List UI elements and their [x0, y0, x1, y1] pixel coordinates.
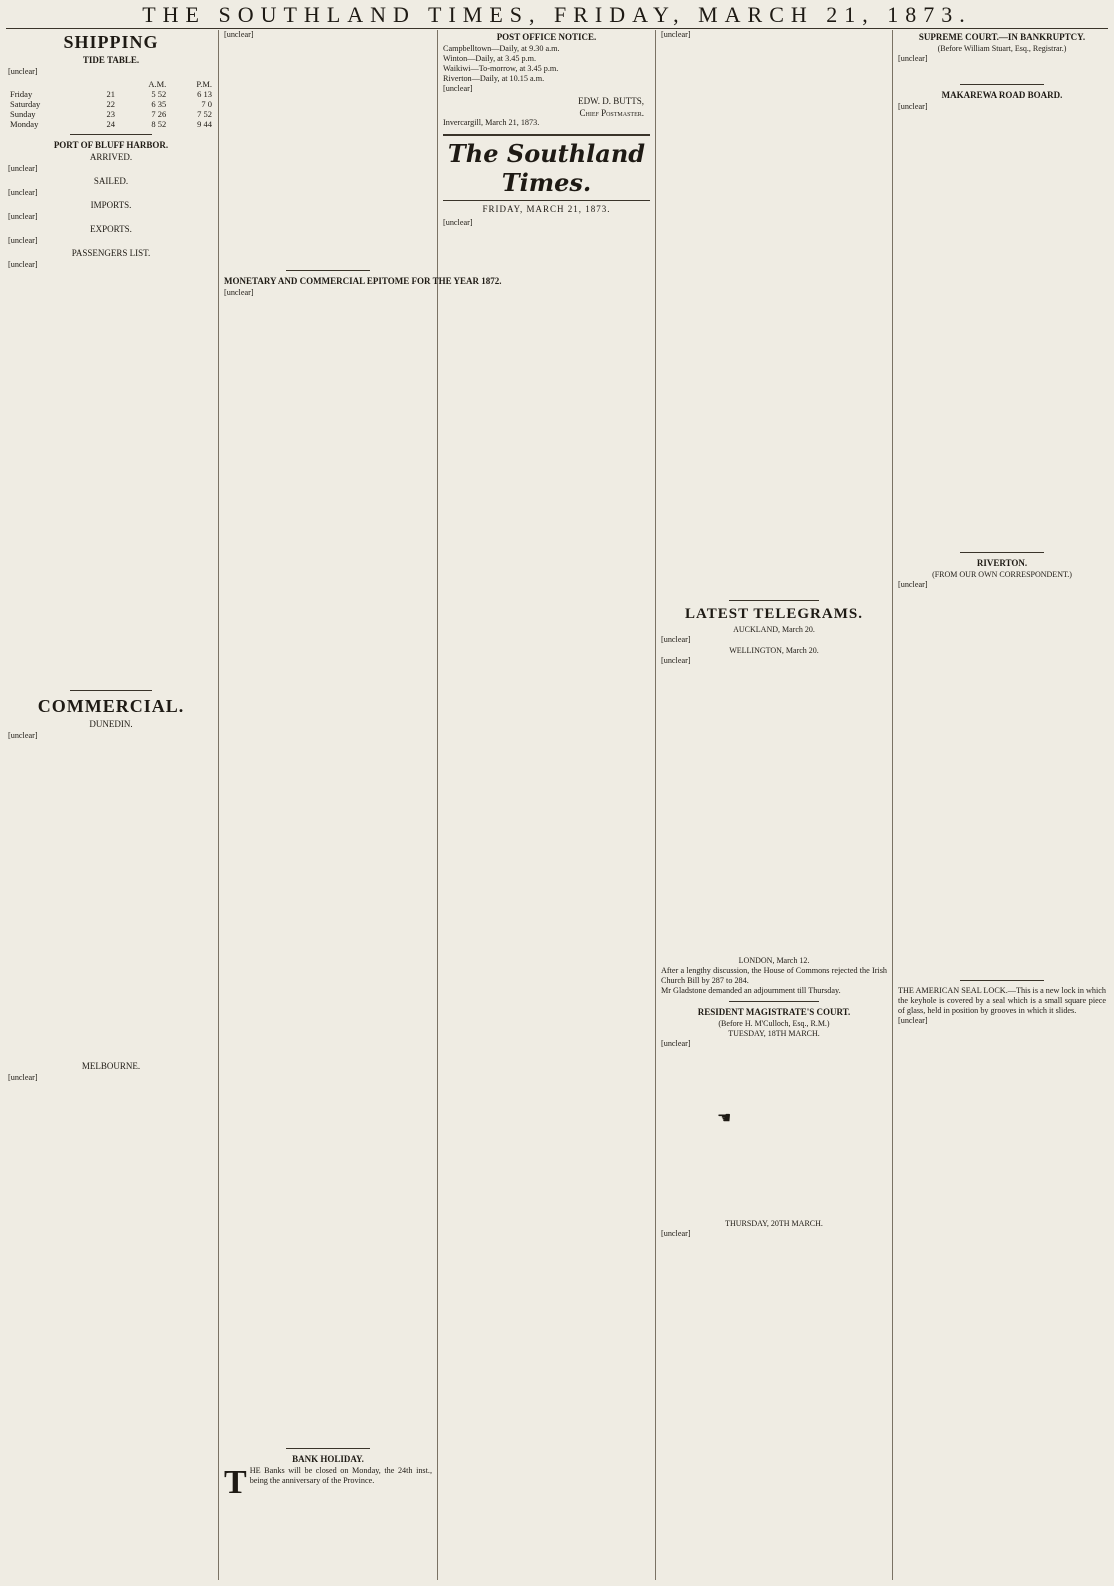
court-thursday-text: [unclear] [661, 1229, 691, 1238]
tide-day: Friday [10, 89, 33, 99]
tide-row [8, 99, 214, 109]
tide-am: 8 52 [151, 119, 167, 129]
imports-text: [unclear] [8, 212, 38, 221]
pointing-hand-icon: ☚ [717, 1110, 732, 1127]
column-rule [655, 30, 656, 1580]
tide-am: 7 26 [151, 109, 167, 119]
exports-text: [unclear] [8, 236, 38, 245]
tide-date: 24 [106, 119, 116, 129]
tide-pm: 9 44 [197, 119, 212, 129]
tide-pm: 7 0 [201, 99, 212, 109]
riverton-sub: (FROM OUR OWN CORRESPONDENT.) [932, 570, 1072, 579]
tide-pm: 7 52 [197, 109, 212, 119]
postmaster-title: Chief Postmaster. [579, 108, 644, 118]
supreme-court-text: [unclear] [898, 54, 928, 63]
section-divider [729, 600, 819, 601]
column-courts-boards [898, 30, 1106, 1580]
dateline-wellington: WELLINGTON, March 20. [729, 646, 819, 655]
port-heading: PORT OF BLUFF HARBOR. [53, 140, 169, 150]
column-local-telegrams [661, 30, 887, 1580]
tide-day: Saturday [10, 99, 41, 109]
tide-pm: 6 13 [197, 89, 212, 99]
masthead-rule [6, 28, 1108, 29]
tide-header-am: A.M. [148, 79, 167, 89]
latest-telegrams-heading: LATEST TELEGRAMS. [685, 606, 863, 622]
telegram-wellington: [unclear] [661, 656, 691, 665]
tide-table-heading: TIDE TABLE. [82, 55, 140, 65]
tide-date: 23 [106, 109, 116, 119]
section-divider [729, 1001, 819, 1002]
sailed-heading: SAILED. [93, 176, 129, 186]
tide-day: Monday [10, 119, 39, 129]
dateline-auckland: AUCKLAND, March 20. [733, 625, 815, 634]
riverton-heading: RIVERTON. [976, 558, 1028, 568]
court-date-thursday: THURSDAY, 20TH MARCH. [725, 1219, 823, 1228]
column-editorial [443, 30, 650, 1580]
court-tuesday-text: [unclear] [661, 1039, 691, 1048]
shipping-heading: SHIPPING [63, 32, 159, 52]
melbourne-text: [unclear] [8, 1073, 38, 1082]
masthead: THE SOUTHLAND TIMES, FRIDAY, MARCH 21, 1873. [142, 2, 972, 27]
makarewa-heading: MAKAREWA ROAD BOARD. [941, 90, 1063, 100]
post-line: Waikiwi—To-morrow, at 3.45 p.m. [443, 64, 559, 73]
seal-lock-text: [unclear] [898, 1016, 928, 1025]
riverton-text: [unclear] [898, 580, 928, 589]
post-line: Campbelltown—Daily, at 9.30 a.m. [443, 44, 560, 53]
section-divider [70, 134, 152, 135]
local-news-text: [unclear] [661, 30, 691, 39]
melbourne-heading: MELBOURNE. [81, 1061, 141, 1071]
dunedin-text: [unclear] [8, 731, 38, 740]
tide-intro: [unclear] [8, 67, 38, 76]
editorial-dateline: FRIDAY, MARCH 21, 1873. [482, 204, 611, 214]
dateline-london: LONDON, March 12. [738, 956, 810, 965]
resident-magistrate-heading: RESIDENT MAGISTRATE'S COURT. [697, 1007, 851, 1017]
telegram-london-2: Mr Gladstone demanded an adjournment till Thursday. [661, 986, 841, 995]
passengers-heading: PASSENGERS LIST. [71, 248, 151, 258]
resident-magistrate-sub: (Before H. M'Culloch, Esq., R.M.) [718, 1019, 830, 1028]
tide-day: Sunday [10, 109, 36, 119]
telegram-auckland: [unclear] [661, 635, 691, 644]
editorial-text: [unclear] [443, 218, 473, 227]
tide-header-cell [8, 79, 88, 89]
post-office-text: [unclear] [443, 84, 473, 93]
imports-heading: IMPORTS. [90, 200, 132, 210]
tide-header-pm: P.M. [196, 79, 212, 89]
tide-row [8, 119, 214, 129]
tide-date: 21 [106, 89, 116, 99]
makarewa-text: [unclear] [898, 102, 928, 111]
paper-nameplate: The Southland Times. [443, 134, 650, 201]
bank-holiday-body: HE Banks will be closed on Monday, the 24th inst., being the anniversary of the Province. [249, 1466, 432, 1485]
supreme-court-sub: (Before William Stuart, Esq., Registrar.) [937, 44, 1067, 53]
sailed-text: [unclear] [8, 188, 38, 197]
bank-holiday-text [224, 1464, 432, 1501]
passengers-text: [unclear] [8, 260, 38, 269]
column-rule [218, 30, 219, 1580]
seal-lock-lead: THE AMERICAN SEAL LOCK.—This is a new lock in which the keyhole is covered by a seal which is a small square piece of glass, held in position by grooves in which it slides. [898, 986, 1107, 1015]
tide-row [8, 89, 214, 99]
monetary-text: [unclear] [224, 288, 254, 297]
arrived-text: [unclear] [8, 164, 38, 173]
tide-am: 6 35 [151, 99, 167, 109]
tide-row [8, 109, 214, 119]
dunedin-heading: DUNEDIN. [89, 719, 133, 729]
tide-header-row [8, 79, 214, 89]
post-office-place-date: Invercargill, March 21, 1873. [443, 118, 540, 127]
section-divider [960, 84, 1043, 85]
post-office-heading: POST OFFICE NOTICE. [496, 32, 597, 42]
arrived-heading: ARRIVED. [89, 152, 133, 162]
section-divider [960, 980, 1043, 981]
section-divider [286, 270, 369, 271]
commercial-heading: COMMERCIAL. [37, 696, 185, 716]
tide-am: 5 52 [151, 89, 167, 99]
supreme-court-heading: SUPREME COURT.—IN BANKRUPTCY. [918, 32, 1086, 42]
column-rule [892, 30, 893, 1580]
court-date-tuesday: TUESDAY, 18TH MARCH. [728, 1029, 820, 1038]
section-divider [286, 1448, 369, 1449]
section-divider [70, 690, 152, 691]
post-line: Riverton—Daily, at 10.15 a.m. [443, 74, 545, 83]
column-rule [437, 30, 438, 1580]
tobacco-report-text: [unclear] [224, 30, 254, 39]
column-shipping-commercial [8, 30, 214, 1580]
monetary-heading: MONETARY AND COMMERCIAL EPITOME FOR THE YEAR 1872. [224, 276, 502, 286]
tide-table [8, 79, 214, 129]
postmaster-name: EDW. D. BUTTS, [578, 96, 644, 106]
drop-cap-T: T [224, 1464, 247, 1501]
tide-date: 22 [106, 99, 116, 109]
telegram-london: After a lengthy discussion, the House of Commons rejected the Irish Church Bill by 287 to 284. [661, 966, 887, 985]
post-line: Winton—Daily, at 3.45 p.m. [443, 54, 537, 63]
bank-holiday-heading: BANK HOLIDAY. [292, 1454, 364, 1464]
exports-heading: EXPORTS. [90, 224, 132, 234]
tide-header-cell [88, 79, 117, 89]
section-divider [960, 552, 1043, 553]
